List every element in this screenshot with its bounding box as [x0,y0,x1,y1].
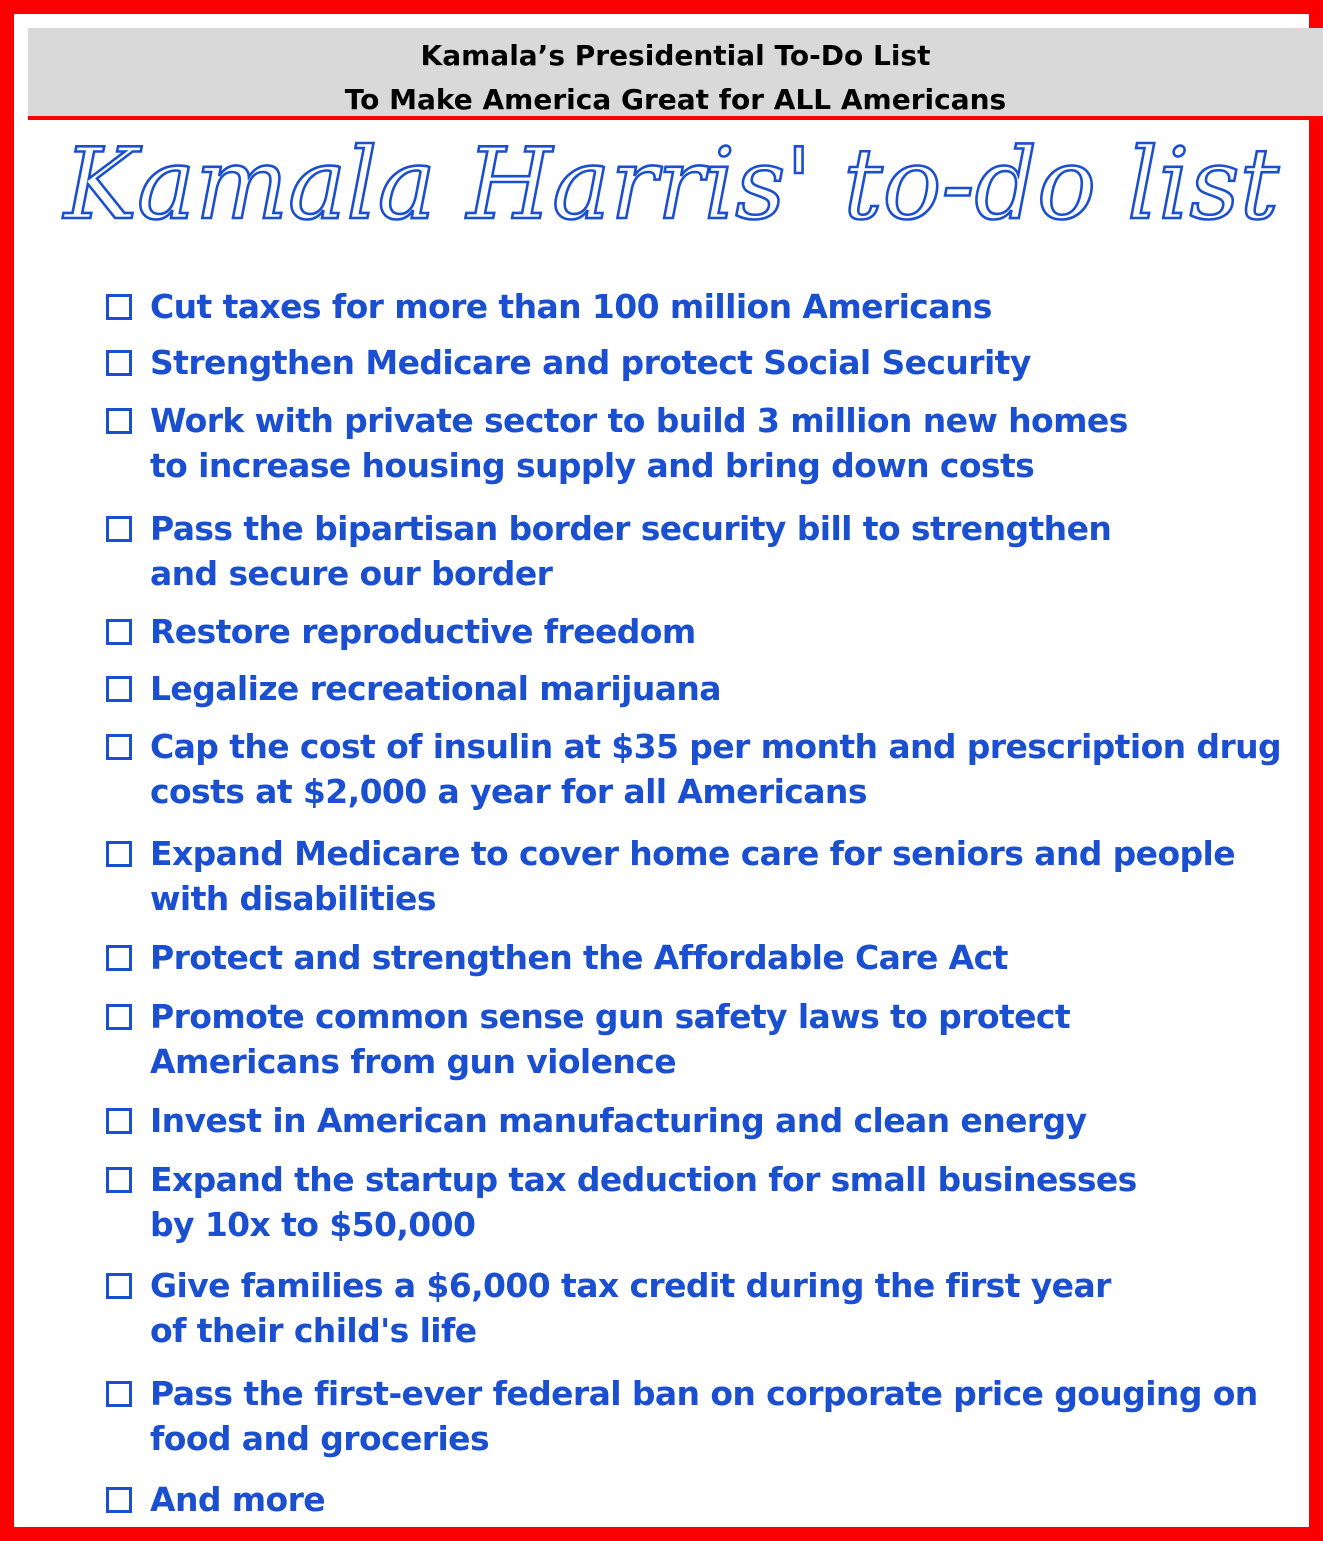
checkbox-icon[interactable] [106,294,132,320]
todo-item-text-continued: with disabilities [150,879,436,918]
todo-item-text: Promote common sense gun safety laws to protect [150,997,1071,1036]
todo-item-text-continued: food and groceries [150,1419,490,1458]
todo-item-text: Protect and strengthen the Affordable Care Act [150,938,1008,977]
checkbox-icon[interactable] [106,734,132,760]
handwritten-title [54,126,1299,251]
todo-item-text-continued: of their child's life [150,1311,477,1350]
checkbox-icon[interactable] [106,1487,132,1513]
todo-item-text-continued: Americans from gun violence [150,1042,677,1081]
checkbox-icon[interactable] [106,1004,132,1030]
checkbox-icon[interactable] [106,516,132,542]
header-banner [28,28,1323,120]
checkbox-icon[interactable] [106,1273,132,1299]
checkbox-icon[interactable] [106,945,132,971]
checkbox-icon[interactable] [106,350,132,376]
header-subtitle: To Make America Great for ALL Americans [344,83,1007,116]
handwritten-title-text: Kamala Harris' to-do list [62,128,1280,242]
todo-item-text-continued: and secure our border [150,554,553,593]
header-title: Kamala’s Presidential To-Do List [420,39,931,72]
todo-item-text: Give families a $6,000 tax credit during the first year [150,1266,1111,1305]
todo-item-text: Cut taxes for more than 100 million Americans [150,287,992,326]
todo-item-text: Work with private sector to build 3 million new homes [150,401,1128,440]
todo-item-text: Restore reproductive freedom [150,612,696,651]
checkbox-icon[interactable] [106,1167,132,1193]
todo-item-text-continued: by 10x to $50,000 [150,1205,476,1244]
checkbox-icon[interactable] [106,1108,132,1134]
todo-item-text: Pass the bipartisan border security bill to strengthen [150,509,1112,548]
todo-item-text: Cap the cost of insulin at $35 per month and prescription drug [150,727,1282,766]
todo-item-text: Expand the startup tax deduction for small businesses [150,1160,1137,1199]
checkbox-icon[interactable] [106,676,132,702]
todo-item-text: Invest in American manufacturing and clean energy [150,1101,1087,1140]
todo-item-text-continued: costs at $2,000 a year for all Americans [150,772,867,811]
todo-item-text: Expand Medicare to cover home care for seniors and people [150,834,1236,873]
todo-item-text: Legalize recreational marijuana [150,669,721,708]
todo-item-text: Strengthen Medicare and protect Social Security [150,343,1031,382]
checkbox-icon[interactable] [106,619,132,645]
todo-item-text: Pass the first-ever federal ban on corporate price gouging on [150,1374,1258,1413]
todo-item-text-continued: to increase housing supply and bring down costs [150,446,1035,485]
checkbox-icon[interactable] [106,1381,132,1407]
todo-item-text: And more [150,1480,326,1519]
checkbox-icon[interactable] [106,841,132,867]
checkbox-icon[interactable] [106,408,132,434]
